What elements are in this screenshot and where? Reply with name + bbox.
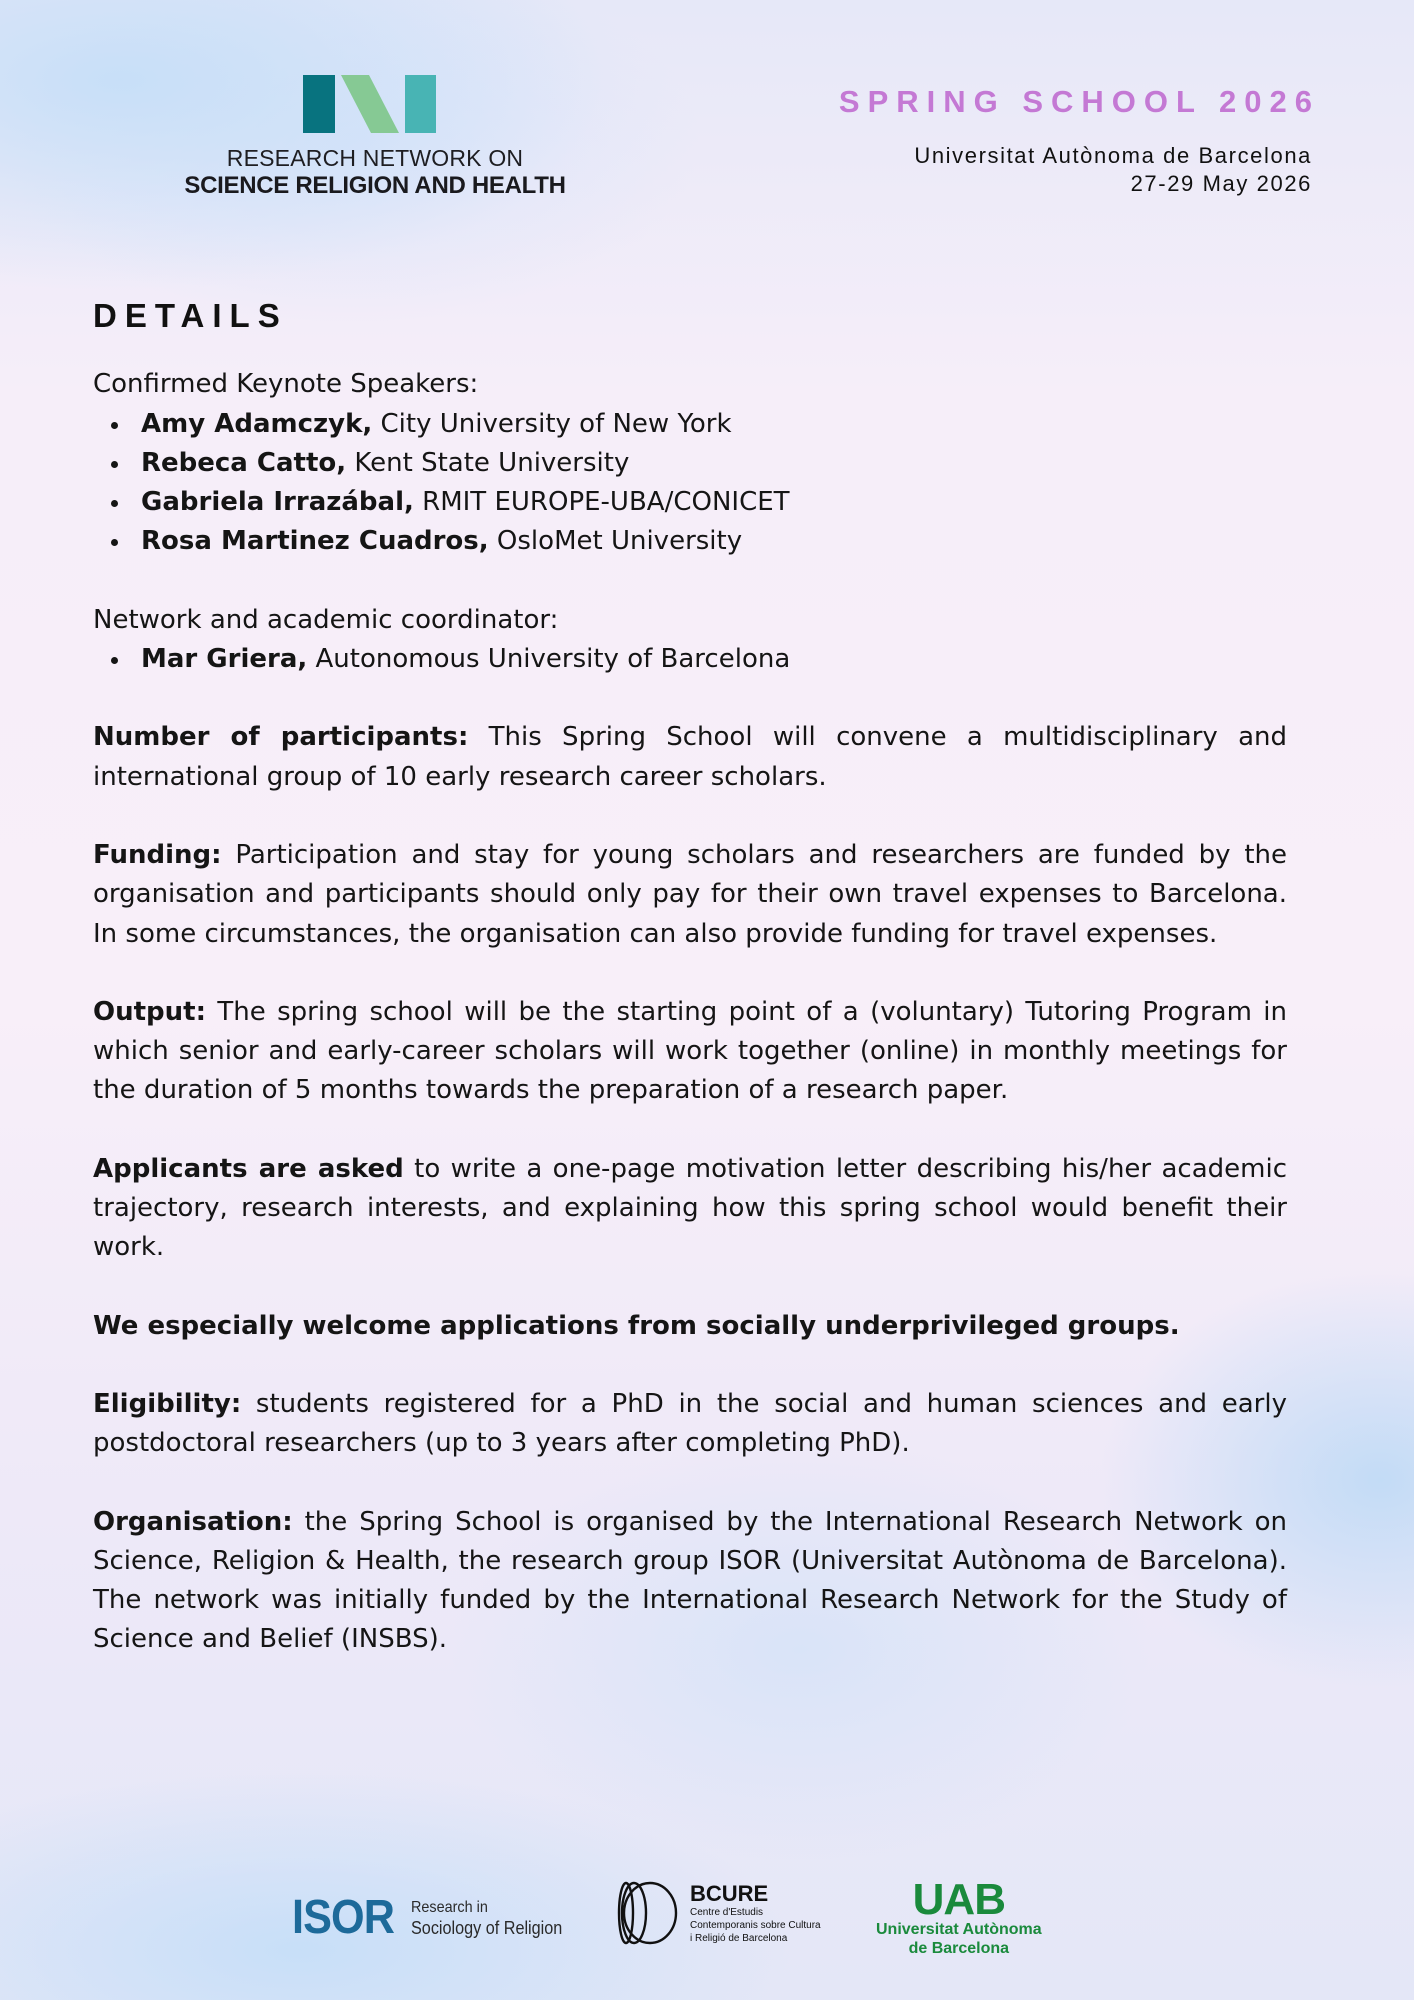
organisation-text: the Spring School is organised by the International Research Network on Science, Religion & Health, the research group ISOR (Universitat Autònoma de Barcelona). The network was initially funded by the International Research Network for the Study of Science and Belief (INSBS). <box>93 1506 1287 1655</box>
speaker-name: Rosa Martinez Cuadros, <box>141 526 489 557</box>
uab-logo <box>876 1875 1042 1958</box>
isor-line1: Research in <box>411 1898 489 1916</box>
bcure-line2: Contemporanis sobre Cultura <box>690 1919 821 1931</box>
output-label: Output: <box>93 996 206 1027</box>
logo-text-line2: SCIENCE RELIGION AND HEALTH <box>184 172 566 199</box>
applicants-paragraph <box>93 1150 1287 1268</box>
coordinator-list <box>93 640 1287 679</box>
eligibility-text: students registered for a PhD in the social and human sciences and early postdoctoral researchers (up to 3 years after completing PhD). <box>93 1388 1287 1459</box>
isor-line2: Sociology of Religion <box>411 1917 563 1938</box>
coordinator-affiliation: Autonomous University of Barcelona <box>307 644 791 675</box>
event-venue: Universitat Autònoma de Barcelona <box>914 143 1312 168</box>
uab-mark: UAB <box>912 1875 1005 1924</box>
network-logo-mark-icon <box>303 75 447 133</box>
bcure-rings-icon <box>614 1880 678 1946</box>
uab-line1: Universitat Autònoma <box>876 1921 1042 1938</box>
bcure-line3: i Religió de Barcelona <box>690 1932 788 1944</box>
event-title: SPRING SCHOOL 2026 <box>838 84 1320 119</box>
coordinator-name: Mar Griera, <box>141 644 308 675</box>
applicants-text: to write a one-page motivation letter describing his/her academic trajectory, research interests, and explaining how this spring school would benefit their work. <box>93 1153 1287 1263</box>
funding-paragraph <box>93 836 1287 954</box>
list-item <box>141 444 1287 483</box>
list-item <box>141 522 1287 561</box>
speaker-affiliation: RMIT EUROPE-UBA/CONICET <box>413 487 790 518</box>
speaker-name: Gabriela Irrazábal, <box>141 487 414 518</box>
keynote-list <box>93 405 1287 562</box>
participants-paragraph <box>93 718 1287 797</box>
output-text: The spring school will be the starting point of a (voluntary) Tutoring Program in which senior and early-career scholars will work together (online) in monthly meetings for the duration of 5 months towards the preparation of a research paper. <box>93 996 1287 1106</box>
participants-label: Number of participants: <box>93 722 469 753</box>
logo-text-line1: RESEARCH NETWORK ON <box>226 145 524 171</box>
eligibility-paragraph <box>93 1385 1287 1464</box>
event-dates: 27-29 May 2026 <box>1130 171 1312 196</box>
speaker-name: Amy Adamczyk, <box>141 408 373 439</box>
keynotes-label: Confirmed Keynote Speakers: <box>93 369 479 400</box>
event-info <box>838 84 1320 198</box>
applicants-label: Applicants are asked <box>93 1153 404 1184</box>
details-section <box>93 296 1287 1660</box>
speaker-affiliation: OsloMet University <box>488 526 743 557</box>
bcure-text <box>690 1882 821 1945</box>
welcome-statement: We especially welcome applications from socially underprivileged groups. <box>93 1310 1180 1341</box>
list-item <box>141 483 1287 522</box>
bcure-line1: Centre d'Estudis <box>690 1906 764 1918</box>
uab-line2: de Barcelona <box>908 1940 1010 1957</box>
speaker-name: Rebeca Catto, <box>141 447 347 478</box>
output-paragraph <box>93 993 1287 1111</box>
speaker-affiliation: City University of New York <box>372 408 732 439</box>
bcure-logo <box>614 1880 821 1946</box>
isor-tagline <box>411 1898 562 1938</box>
eligibility-label: Eligibility: <box>93 1388 242 1419</box>
research-network-logo <box>140 75 610 200</box>
isor-logo <box>292 1890 579 1945</box>
organisation-paragraph <box>93 1503 1287 1660</box>
funding-label: Funding: <box>93 839 222 870</box>
list-item <box>141 405 1287 444</box>
participants-text: This Spring School will convene a multidisciplinary and international group of 10 early research career scholars. <box>93 722 1287 792</box>
partner-logos <box>0 1875 1414 1960</box>
bcure-name: BCURE <box>690 1880 769 1906</box>
organisation-label: Organisation: <box>93 1506 293 1537</box>
speaker-affiliation: Kent State University <box>346 447 630 478</box>
section-heading: DETAILS <box>93 297 288 334</box>
funding-text: Participation and stay for young scholars and researchers are funded by the organisation and participants should only pay for their own travel expenses to Barcelona. In some circumstances, the organisation can also provide funding for travel expenses. <box>93 839 1287 949</box>
list-item <box>141 640 1287 679</box>
isor-mark: ISOR <box>292 1891 395 1944</box>
coordinator-label: Network and academic coordinator: <box>93 604 559 635</box>
